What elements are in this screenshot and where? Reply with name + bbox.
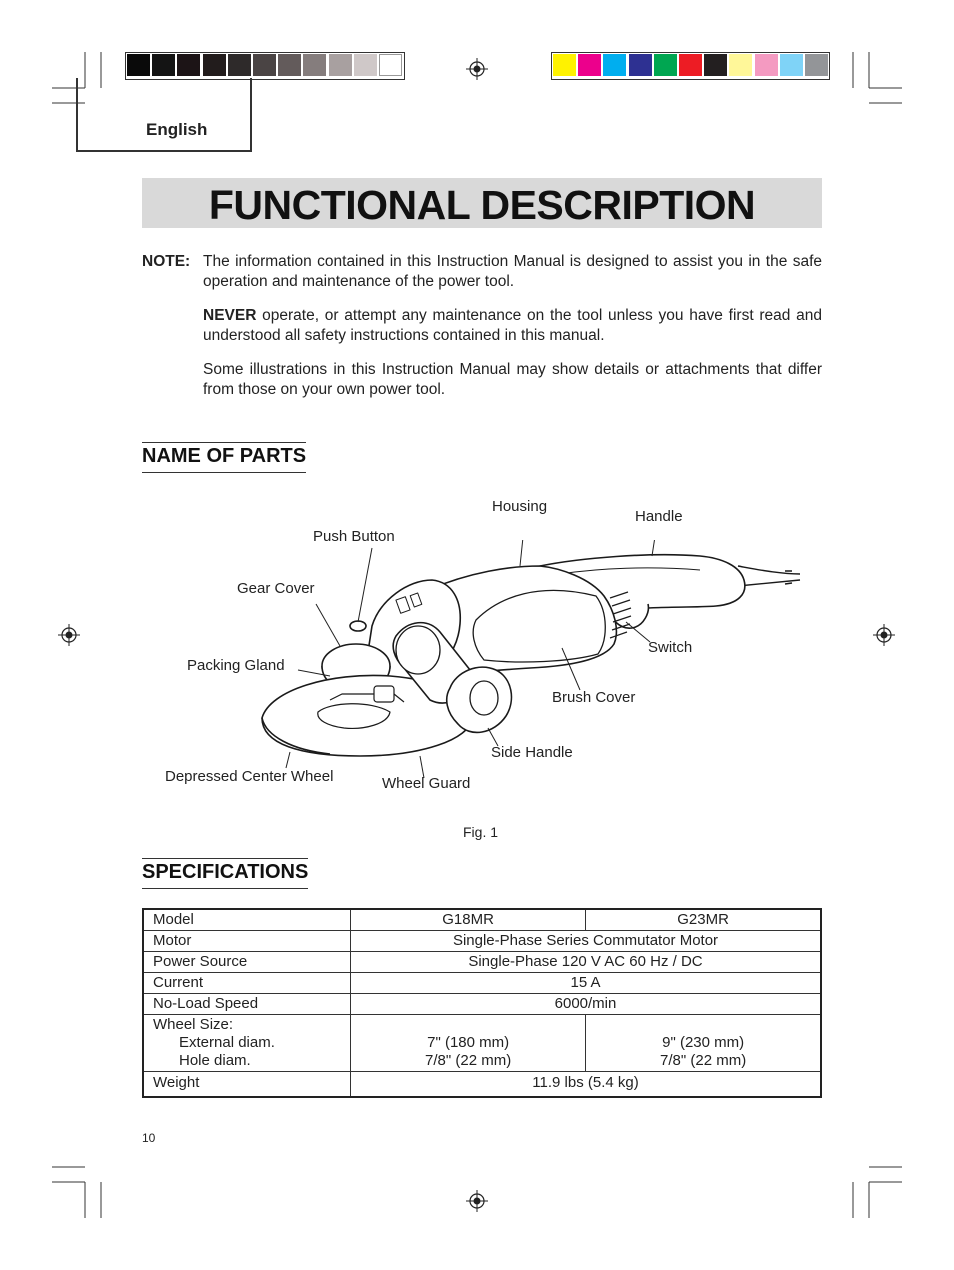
language-tab [76, 78, 252, 152]
label-depressed-center-wheel: Depressed Center Wheel [165, 768, 334, 785]
never-emphasis: NEVER [203, 307, 257, 324]
spec-power-value: Single-Phase 120 V AC 60 Hz / DC [351, 952, 822, 973]
note-paragraph-2 [203, 306, 822, 346]
table-row [143, 952, 821, 973]
color-swatch [603, 54, 626, 76]
spec-wheel-g23 [586, 1015, 821, 1072]
color-swatch [177, 54, 200, 76]
color-swatch [704, 54, 727, 76]
color-swatch [127, 54, 150, 76]
note-label: NOTE: [142, 253, 191, 270]
spec-wheel-g18 [351, 1015, 586, 1072]
color-swatch [578, 54, 601, 76]
label-handle: Handle [635, 508, 683, 525]
color-swatch [629, 54, 652, 76]
note-paragraph-2-text: operate, or attempt any maintenance on the tool unless you have first read and understood all safety instructions contained in this manual. [203, 307, 822, 344]
color-swatch [553, 54, 576, 76]
specifications-heading: SPECIFICATIONS [142, 858, 308, 889]
ext-diam-g18: 7" (180 mm) [427, 1034, 510, 1051]
color-swatch [679, 54, 702, 76]
spec-weight-value: 11.9 lbs (5.4 kg) [351, 1072, 822, 1098]
table-row [143, 973, 821, 994]
color-swatch [152, 54, 175, 76]
table-row [143, 994, 821, 1015]
spec-model-g23: G23MR [586, 909, 821, 931]
spec-label-model: Model [143, 909, 351, 931]
note-paragraph-1: The information contained in this Instruction Manual is designed to assist you in the safe operation and maintenance of the power tool. [203, 253, 822, 290]
registration-mark-left [58, 624, 80, 646]
color-swatch [228, 54, 251, 76]
color-swatch [755, 54, 778, 76]
color-swatch [303, 54, 326, 76]
label-gear-cover: Gear Cover [237, 580, 315, 597]
registration-mark-bottom [466, 1190, 488, 1212]
spec-label-power: Power Source [143, 952, 351, 973]
color-swatch [729, 54, 752, 76]
label-switch: Switch [648, 639, 693, 656]
hole-diam-label: Hole diam. [179, 1052, 251, 1069]
label-housing: Housing [492, 498, 548, 515]
spec-label-motor: Motor [143, 931, 351, 952]
color-swatch [329, 54, 352, 76]
spec-current-value: 15 A [351, 973, 822, 994]
page-title: FUNCTIONAL DESCRIPTION [208, 182, 756, 228]
figure-caption: Fig. 1 [463, 824, 499, 840]
table-row [143, 1015, 821, 1072]
color-swatch [805, 54, 828, 76]
color-swatch [203, 54, 226, 76]
color-swatch [278, 54, 301, 76]
spec-label-current: Current [143, 973, 351, 994]
color-swatch [253, 54, 276, 76]
table-row [143, 1072, 821, 1098]
spec-speed-value: 6000/min [351, 994, 822, 1015]
language-label: English [146, 120, 208, 139]
registration-mark-right [873, 624, 895, 646]
label-brush-cover: Brush Cover [552, 689, 636, 706]
color-swatch [379, 54, 402, 76]
note-paragraph-3: Some illustrations in this Instruction Manual may show details or attachments that differ from those on your own power tool. [203, 361, 822, 398]
label-packing-gland: Packing Gland [187, 657, 285, 674]
hole-diam-g18: 7/8" (22 mm) [425, 1052, 512, 1069]
table-row [143, 931, 821, 952]
page-number: 10 [142, 1131, 156, 1145]
spec-model-g18: G18MR [351, 909, 586, 931]
label-wheel-guard: Wheel Guard [382, 775, 471, 792]
external-diam-label: External diam. [179, 1034, 275, 1051]
label-push-button: Push Button [313, 528, 395, 545]
wheel-size-label: Wheel Size: [153, 1016, 234, 1033]
ext-diam-g23: 9" (230 mm) [662, 1034, 745, 1051]
color-swatch [354, 54, 377, 76]
spec-label-speed: No-Load Speed [143, 994, 351, 1015]
spec-label-wheel [143, 1015, 351, 1072]
title-band [142, 178, 822, 228]
hole-diam-g23: 7/8" (22 mm) [660, 1052, 747, 1069]
color-swatch [780, 54, 803, 76]
registration-mark-top [466, 58, 488, 80]
table-row [143, 909, 821, 931]
spec-label-weight: Weight [143, 1072, 351, 1098]
name-of-parts-heading: NAME OF PARTS [142, 442, 306, 473]
spec-motor-value: Single-Phase Series Commutator Motor [351, 931, 822, 952]
color-swatch [654, 54, 677, 76]
label-side-handle: Side Handle [491, 744, 573, 761]
specifications-table [142, 908, 822, 1098]
